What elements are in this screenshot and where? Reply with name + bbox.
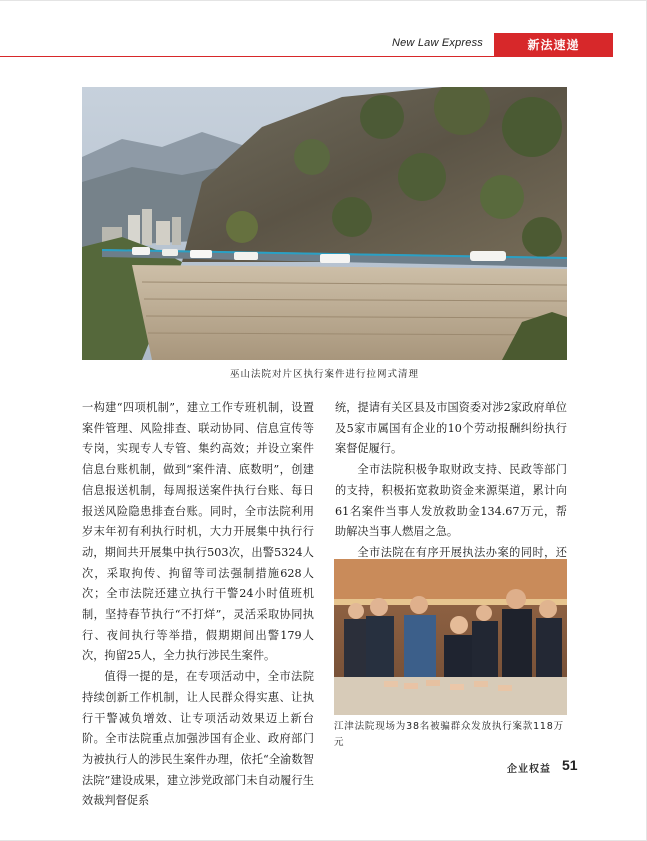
article-column-right xyxy=(335,398,567,584)
article-paragraph: 全市法院在有序开展执法办案的同时，还 xyxy=(357,545,567,559)
magazine-title: New Law Express xyxy=(391,37,483,49)
footer-brand: 企业权益 xyxy=(507,764,551,775)
article-column-left xyxy=(82,398,314,812)
photo-caption: 江津法院现场为38名被骗群众发放执行案款118万元 xyxy=(334,721,564,748)
mountain-road-photo xyxy=(82,87,567,360)
article-paragraph: 值得一提的是，在专项活动中，全市法院持续创新工作机制，让人民群众得实惠、让执行干警减负增效、让专项活动效果迈上新台阶。全市法院重点加强涉国有企业、政府部门为被执行人的涉民生案件办理，依托“全渝数智法院”建设成果，建立涉党政部门未自动履行生效裁判督促系 xyxy=(82,670,314,808)
court-ceremony-photo xyxy=(334,559,567,715)
header-rule xyxy=(0,56,613,57)
page-edge xyxy=(0,0,647,1)
article-paragraph: 一构建“四项机制”，建立工作专班机制，设置案件管理、风险排查、联动协同、信息宣传等专岗，实现专人专管、集约高效；并设立案件信息台账机制，做到“案件清、底数明”，创建信息报送机制，每周报送案件执行台账、每日报送风险隐患排查台账。同时，全市法院利用岁末年初有利执行时机，大力开展集中执行行动，期间共开展集中执行503次，出警5324人次，采取拘传、拘留等司法强制措施628人次；全市法院还建立执行干警24小时值班机制，坚持春节执行“不打烊”，灵活采取协同执行、夜间执行等举措，假期期间出警179人次，拘留25人，全力执行涉民生案件。 xyxy=(82,401,314,663)
section-tab: 新法速递 xyxy=(494,33,613,56)
article-paragraph: 全市法院积极争取财政支持、民政等部门的支持，积极拓宽救助资金来源渠道，累计向61名案件当事人发放救助金134.67万元，帮助解决当事人燃眉之急。 xyxy=(335,463,567,539)
page-number: 51 xyxy=(562,757,578,773)
article-paragraph: 统，提请有关区县及市国资委对涉2家政府单位及5家市属国有企业的10个劳动报酬纠纷执行案督促履行。 xyxy=(335,401,567,456)
photo-caption: 巫山法院对片区执行案件进行拉网式清理 xyxy=(229,369,419,380)
